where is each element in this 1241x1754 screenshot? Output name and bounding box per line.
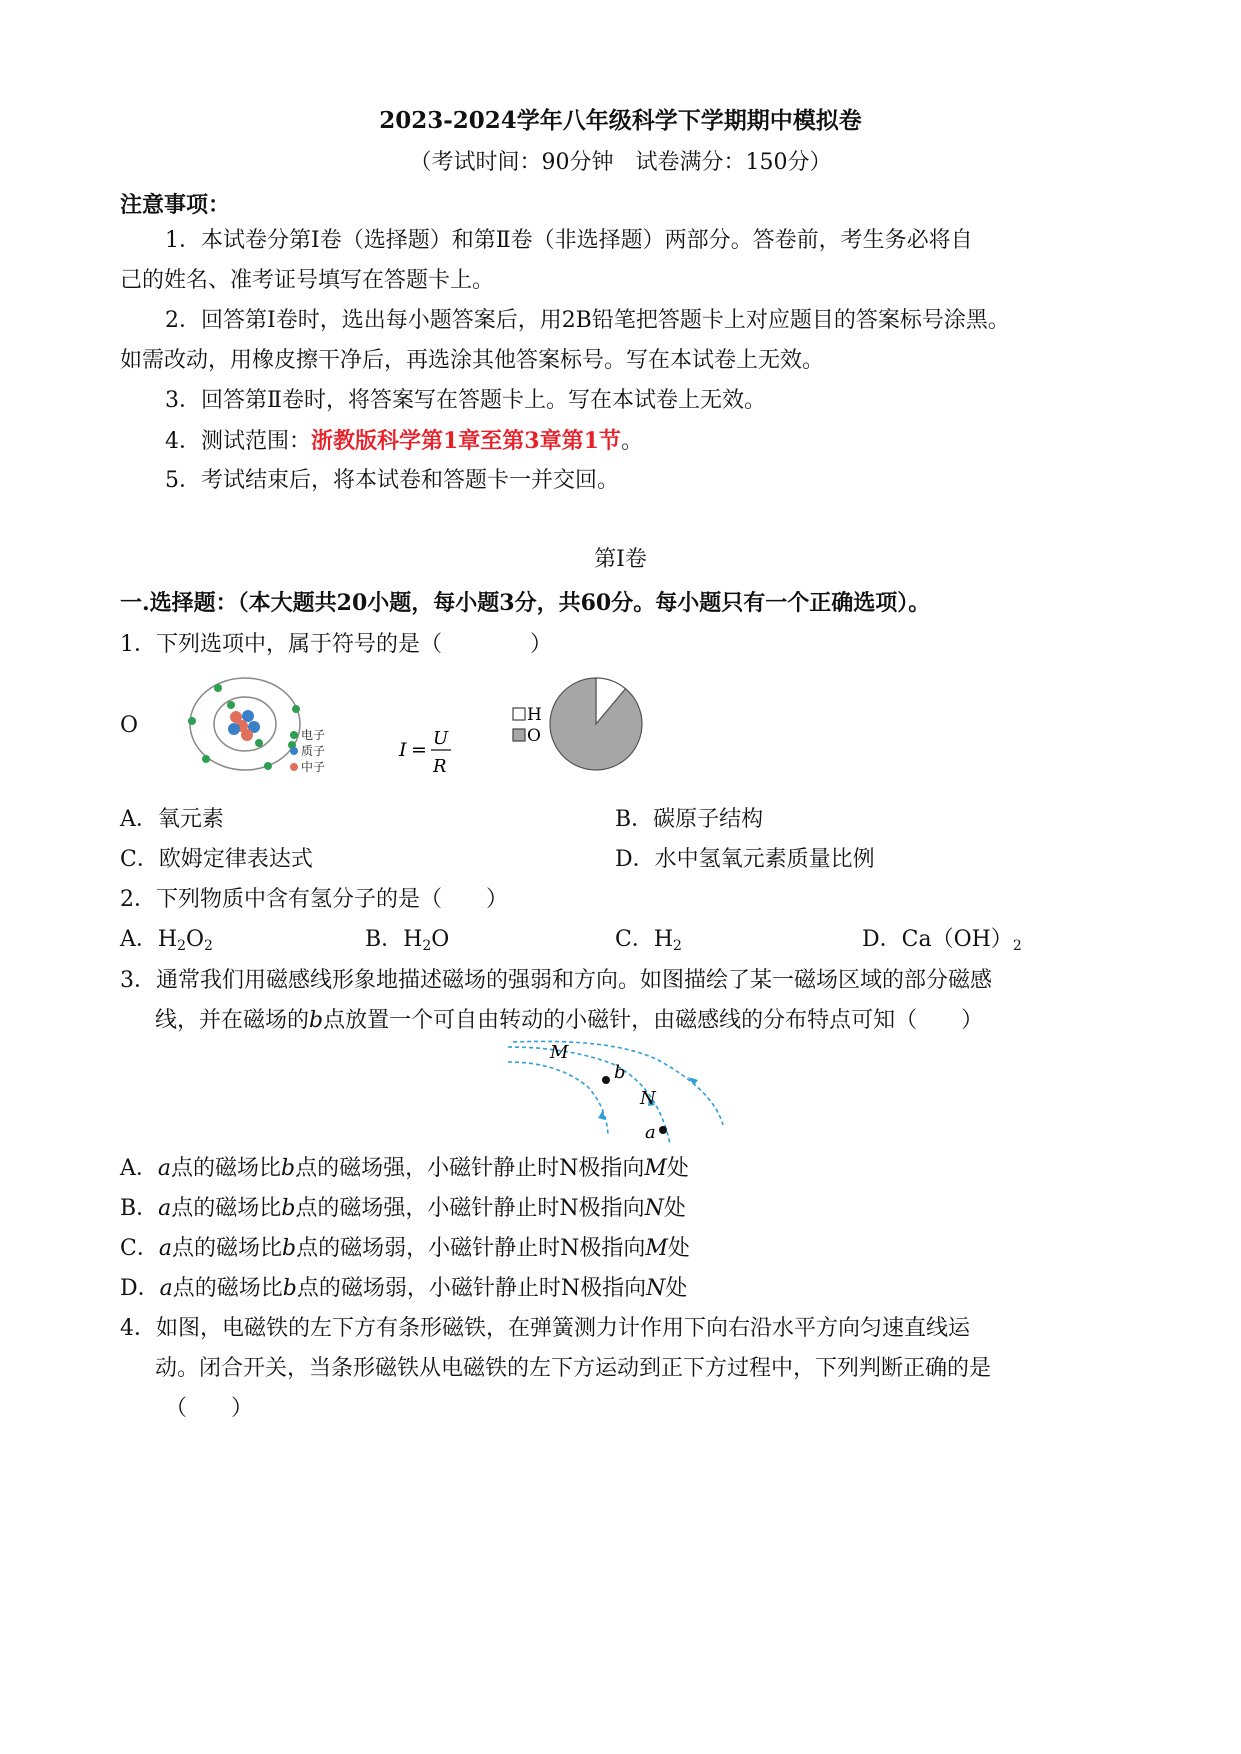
q3-option-b-var-b: b bbox=[281, 1196, 296, 1221]
q2-option-b-formula-1: H bbox=[403, 927, 423, 952]
test-scope-highlight: 浙教版科学第1章至第3章第1节 bbox=[311, 428, 621, 454]
notice-item-1-cont: 己的姓名、准考证号填写在答题卡上。 bbox=[120, 268, 495, 293]
notice-item-4-prefix: 4．测试范围： bbox=[165, 429, 311, 454]
q4-stem-line1: 4．如图，电磁铁的左下方有条形磁铁，在弹簧测力计作用下向右沿水平方向匀速直线运 bbox=[120, 1316, 970, 1341]
formula-denominator: R bbox=[433, 756, 447, 777]
q3-option-b-mid1: 点的磁场比 bbox=[171, 1196, 282, 1221]
q2-option-d-letter: D． bbox=[862, 927, 902, 952]
exam-subtitle: （考试时间：90分钟 试卷满分：150分） bbox=[409, 150, 832, 175]
q3-option-b-dir: N bbox=[644, 1196, 664, 1221]
q3-option-c bbox=[120, 1234, 690, 1264]
q3-option-a-mid2: 点的磁场强，小磁针静止时N极指向 bbox=[295, 1156, 645, 1181]
q3-option-a bbox=[120, 1154, 689, 1184]
q3-option-d-mid2: 点的磁场弱，小磁针静止时N极指向 bbox=[296, 1276, 647, 1301]
q3-option-a-end: 处 bbox=[666, 1156, 689, 1181]
pie-legend-o bbox=[513, 726, 541, 746]
pie-legend-h-label: H bbox=[527, 705, 542, 725]
pie-slice-o bbox=[550, 678, 642, 770]
formula-numerator: U bbox=[433, 728, 449, 749]
notice-item-4 bbox=[165, 426, 643, 457]
q1-option-b: B．碳原子结构 bbox=[615, 807, 764, 832]
q3-option-d-var-b: b bbox=[282, 1276, 297, 1301]
q2-option-a-sub-1: 2 bbox=[177, 938, 186, 954]
formula-eq: = bbox=[411, 739, 427, 761]
q3-option-d-mid1: 点的磁场比 bbox=[172, 1276, 283, 1301]
q2-option-d bbox=[862, 925, 1022, 961]
q3-option-c-dir: M bbox=[645, 1236, 668, 1261]
q3-option-d-var-a: a bbox=[159, 1276, 173, 1301]
q3-option-a-mid1: 点的磁场比 bbox=[171, 1156, 282, 1181]
atom-legend-proton: 质子 bbox=[301, 744, 326, 758]
notice-item-3: 3．回答第Ⅱ卷时，将答案写在答题卡上。写在本试卷上无效。 bbox=[165, 388, 766, 413]
q2-option-b-letter: B． bbox=[365, 927, 404, 952]
q2-option-d-sub-1: 2 bbox=[1012, 938, 1022, 954]
notice-item-1: 1．本试卷分第Ⅰ卷（选择题）和第Ⅱ卷（非选择题）两部分。答卷前，考生务必将自 bbox=[165, 228, 973, 253]
magnetic-field-figure bbox=[508, 1042, 728, 1152]
q2-option-c-formula-1: H bbox=[653, 927, 674, 952]
q2-option-a bbox=[120, 925, 213, 961]
q3-option-c-letter: C． bbox=[120, 1236, 159, 1261]
notice-item-2: 2．回答第Ⅰ卷时，选出每小题答案后，用2B铅笔把答题卡上对应题目的答案标号涂黑。 bbox=[165, 308, 1010, 333]
q3-option-b-letter: B． bbox=[120, 1196, 159, 1221]
q2-option-a-formula-1: H bbox=[157, 927, 178, 952]
atom-legend-electron: 电子 bbox=[301, 728, 326, 742]
field-label-m: M bbox=[550, 1042, 569, 1063]
pie-legend-h bbox=[513, 705, 542, 725]
q3-option-b bbox=[120, 1194, 686, 1224]
q2-option-c-letter: C． bbox=[615, 927, 654, 952]
q2-option-b-sub-1: 2 bbox=[422, 938, 432, 954]
notice-item-2-cont: 如需改动，用橡皮擦干净后，再选涂其他答案标号。写在本试卷上无效。 bbox=[120, 348, 825, 373]
q4-stem-line3: （ ） bbox=[165, 1396, 254, 1421]
q3-option-a-var-b: b bbox=[281, 1156, 296, 1181]
section-title: 第Ⅰ卷 bbox=[594, 547, 647, 572]
q1-option-c: C．欧姆定律表达式 bbox=[120, 847, 313, 872]
atom-legend-neutron: 中子 bbox=[301, 760, 326, 774]
field-label-b: b bbox=[614, 1062, 626, 1083]
q2-option-c-sub-1: 2 bbox=[673, 938, 682, 954]
q3-option-a-letter: A． bbox=[120, 1156, 158, 1181]
q2-option-a-formula-2: O bbox=[186, 927, 205, 952]
q3-option-b-end: 处 bbox=[663, 1196, 686, 1221]
pie-legend-o-label: O bbox=[527, 726, 541, 746]
q3-line2-var: b bbox=[309, 1008, 324, 1033]
q1-figure-o: O bbox=[120, 713, 139, 738]
q1-option-d: D．水中氢氧元素质量比例 bbox=[615, 847, 875, 872]
atom-structure-figure bbox=[190, 672, 390, 782]
q3-option-a-dir: M bbox=[644, 1156, 667, 1181]
q3-option-c-var-b: b bbox=[281, 1236, 297, 1261]
ohm-law-formula bbox=[397, 722, 457, 782]
q3-line2-a: 线，并在磁场的 bbox=[155, 1008, 310, 1033]
q2-option-c bbox=[615, 925, 682, 961]
notice-item-5: 5．考试结束后，将本试卷和答题卡一并交回。 bbox=[165, 468, 619, 493]
field-label-n: N bbox=[640, 1088, 656, 1109]
q3-option-b-mid2: 点的磁场强，小磁针静止时N极指向 bbox=[295, 1196, 645, 1221]
q2-option-d-formula-1: Ca（OH） bbox=[901, 927, 1013, 952]
q3-line2-b: 点放置一个可自由转动的小磁针，由磁感线的分布特点可知（ ） bbox=[323, 1008, 984, 1033]
q3-option-c-var-a: a bbox=[158, 1236, 172, 1261]
notice-item-4-suffix: 。 bbox=[620, 429, 643, 454]
q2-option-a-letter: A． bbox=[120, 927, 158, 952]
formula-lhs: I bbox=[399, 739, 407, 761]
q3-option-d-dir: N bbox=[646, 1276, 666, 1301]
exam-title: 2023-2024学年八年级科学下学期期中模拟卷 bbox=[379, 107, 862, 134]
q2-option-b-formula-2: O bbox=[431, 927, 450, 952]
q3-stem-line2 bbox=[155, 1006, 983, 1036]
q3-option-c-end: 处 bbox=[667, 1236, 690, 1261]
q4-stem-line2: 动。闭合开关，当条形磁铁从电磁铁的左下方运动到正下方过程中，下列判断正确的是 bbox=[155, 1356, 992, 1381]
section-heading: 一.选择题：（本大题共20小题，每小题3分，共60分。每小题只有一个正确选项）。 bbox=[120, 590, 931, 616]
q2-stem: 2．下列物质中含有氢分子的是（ ） bbox=[120, 887, 508, 912]
q1-stem: 1．下列选项中，属于符号的是（ ） bbox=[120, 632, 552, 657]
field-label-a: a bbox=[645, 1122, 656, 1143]
q3-stem-line1: 3．通常我们用磁感线形象地描述磁场的强弱和方向。如图描绘了某一磁场区域的部分磁感 bbox=[120, 968, 993, 993]
q2-option-b bbox=[365, 925, 449, 961]
q1-option-a: A．氧元素 bbox=[120, 807, 224, 832]
q3-option-d-end: 处 bbox=[665, 1276, 688, 1301]
notice-heading: 注意事项： bbox=[120, 192, 231, 218]
pie-figure bbox=[510, 672, 650, 772]
q3-option-d-letter: D． bbox=[120, 1276, 160, 1301]
q3-option-a-var-a: a bbox=[157, 1156, 172, 1181]
q3-option-d bbox=[120, 1274, 687, 1304]
q2-option-a-sub-2: 2 bbox=[204, 938, 213, 954]
q3-option-c-mid1: 点的磁场比 bbox=[171, 1236, 282, 1261]
q3-option-c-mid2: 点的磁场弱，小磁针静止时N极指向 bbox=[296, 1236, 646, 1261]
q3-option-b-var-a: a bbox=[158, 1196, 172, 1221]
